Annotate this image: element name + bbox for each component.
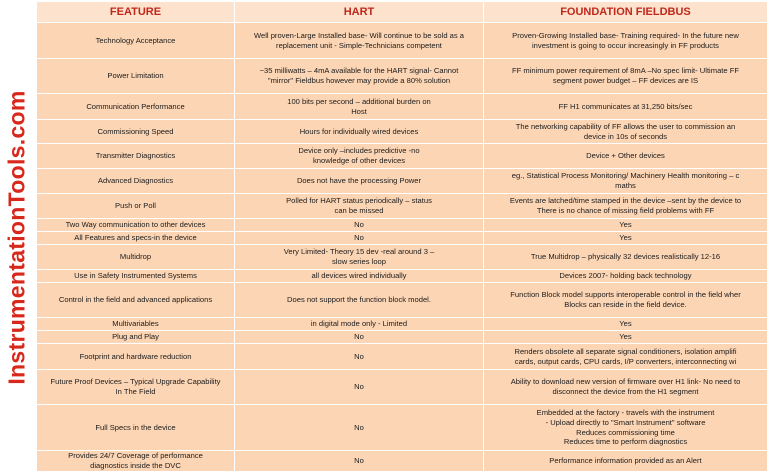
feature-cell (37, 144, 235, 169)
table-row (37, 370, 768, 405)
feature-cell (37, 219, 235, 232)
ff-cell (484, 270, 768, 283)
hart-cell-line: Does not have the processing Power (296, 176, 422, 186)
hart-cell-line: in digital mode only - Limited (310, 319, 408, 329)
hart-cell (235, 94, 484, 120)
ff-cell (484, 318, 768, 331)
hart-cell (235, 144, 484, 169)
ff-cell (484, 194, 768, 219)
hart-cell-line: "mirror" Fieldbus however may provide a 80% solution (267, 76, 451, 85)
table-row (37, 23, 768, 59)
watermark-vertical (0, 0, 34, 474)
table-row (37, 283, 768, 318)
ff-cell-line: Reduces time to perform diagnostics (563, 437, 688, 447)
table-row (37, 194, 768, 219)
hart-cell-line: No (354, 332, 364, 342)
feature-cell (37, 370, 235, 405)
feature-cell (37, 232, 235, 245)
ff-cell-line: Events are latched/time stamped in the device –sent by the device to (509, 196, 742, 206)
table-row (37, 245, 768, 270)
hart-cell (235, 370, 484, 405)
feature-cell (37, 120, 235, 144)
feature-cell-line: Technology Acceptance (95, 35, 176, 45)
hart-cell-line: No (354, 233, 364, 243)
table-row (37, 270, 768, 283)
feature-cell-line: Advanced Diagnostics (97, 176, 174, 186)
feature-cell-line: Footprint and hardware reduction (79, 351, 192, 361)
ff-cell-line: Performance information provided as an Alert (549, 456, 702, 466)
ff-cell (484, 331, 768, 344)
ff-cell (484, 370, 768, 405)
feature-cell (37, 169, 235, 194)
feature-cell-line: Power Limitation (107, 71, 164, 81)
feature-cell-line: Communication Performance (86, 101, 185, 111)
ff-cell (484, 219, 768, 232)
ff-cell-line: Yes (619, 220, 632, 230)
hart-cell-line: No (354, 456, 364, 466)
table-row (37, 331, 768, 344)
header-row (37, 2, 768, 23)
ff-cell-line: Reduces commissioning time (576, 427, 675, 437)
ff-cell-line: investment is going to occur increasingly in FF products (532, 40, 719, 50)
feature-cell (37, 344, 235, 370)
feature-cell-line: Plug and Play (112, 332, 159, 342)
hart-cell (235, 405, 484, 451)
table-row (37, 219, 768, 232)
hart-cell-line: Device only –includes predictive -no (298, 146, 420, 156)
ff-cell-line: maths (615, 181, 636, 190)
hart-cell (235, 451, 484, 472)
table-row (37, 451, 768, 472)
hart-cell-line: Does not support the function block model. (287, 295, 431, 305)
header-ff: FOUNDATION FIELDBUS (484, 2, 768, 23)
ff-cell-line: eg., Statistical Process Monitoring/ Machinery Health monitoring – c (511, 171, 740, 181)
ff-cell-line: True Multidrop – physically 32 devices realistically 12-16 (530, 252, 721, 262)
feature-cell-line: In The Field (115, 387, 156, 396)
ff-cell-line: Embedded at the factory - travels with the instrument (536, 408, 715, 418)
feature-cell-line: Commissioning Speed (97, 126, 174, 136)
ff-cell (484, 144, 768, 169)
table-row (37, 144, 768, 169)
feature-cell-line: Multivariables (112, 319, 159, 329)
ff-cell (484, 283, 768, 318)
hart-cell (235, 169, 484, 194)
hart-cell-line: replacement unit - Simple-Technicians competent (276, 40, 442, 50)
ff-cell-line: Yes (619, 319, 632, 329)
feature-cell (37, 245, 235, 270)
feature-cell (37, 331, 235, 344)
ff-cell-line: FF H1 communicates at 31,250 bits/sec (558, 101, 693, 111)
hart-cell-line: all devices wired individually (311, 271, 407, 281)
ff-cell-line: - Upload directly to "Smart Instrument" software (545, 417, 706, 427)
hart-cell (235, 219, 484, 232)
hart-cell (235, 283, 484, 318)
feature-cell-line: diagnostics inside the DVC (90, 461, 181, 470)
table-row (37, 169, 768, 194)
feature-cell (37, 23, 235, 59)
feature-cell (37, 94, 235, 120)
hart-cell (235, 59, 484, 94)
hart-cell (235, 270, 484, 283)
ff-cell (484, 120, 768, 144)
feature-cell (37, 451, 235, 472)
hart-cell (235, 23, 484, 59)
ff-cell (484, 405, 768, 451)
ff-cell (484, 232, 768, 245)
hart-cell-line: No (354, 382, 364, 392)
ff-cell (484, 344, 768, 370)
feature-cell-line: Transmitter Diagnostics (95, 151, 176, 161)
ff-cell (484, 451, 768, 472)
ff-cell (484, 94, 768, 120)
hart-cell (235, 120, 484, 144)
comparison-table (36, 1, 768, 472)
feature-cell (37, 270, 235, 283)
ff-cell-line: Ability to download new version of firmware over H1 link- No need to (510, 377, 741, 387)
ff-cell-line: Device + Other devices (586, 151, 665, 161)
table-row (37, 94, 768, 120)
hart-cell (235, 331, 484, 344)
table-row (37, 405, 768, 451)
feature-cell (37, 405, 235, 451)
hart-cell (235, 245, 484, 270)
ff-cell (484, 59, 768, 94)
feature-cell (37, 283, 235, 318)
hart-cell-line: Host (351, 106, 367, 116)
ff-cell-line: disconnect the device from the H1 segment (552, 387, 699, 396)
ff-cell-line: FF minimum power requirement of 8mA –No spec limit- Ultimate FF (511, 66, 740, 76)
feature-cell-line: Provides 24/7 Coverage of performance (68, 451, 203, 461)
ff-cell (484, 245, 768, 270)
table-row (37, 59, 768, 94)
feature-cell-line: Multidrop (119, 252, 152, 262)
header-hart: HART (235, 2, 484, 23)
ff-cell-line: segment power budget – FF devices are IS (552, 76, 699, 85)
hart-cell-line: knowledge of other devices (312, 156, 406, 165)
table-body (37, 23, 768, 472)
feature-cell-line: All Features and specs-in the device (74, 233, 197, 243)
table-row (37, 344, 768, 370)
hart-cell-line: No (354, 422, 364, 432)
table-row (37, 318, 768, 331)
feature-cell-line: Full Specs in the device (95, 422, 176, 432)
table-row (37, 120, 768, 144)
hart-cell (235, 232, 484, 245)
ff-cell-line: There is no chance of missing field problems with FF (536, 206, 715, 215)
table-row (37, 232, 768, 245)
hart-cell-line: 100 bits per second – additional burden on (287, 96, 431, 106)
hart-cell-line: No (354, 351, 364, 361)
table-header (37, 2, 768, 23)
hart-cell-line: ~35 milliwatts – 4mA available for the HART signal- Cannot (259, 66, 459, 76)
ff-cell (484, 169, 768, 194)
feature-cell-line: Control in the field and advanced applications (58, 295, 213, 305)
feature-cell-line: Use in Safety Instrumented Systems (74, 271, 197, 281)
hart-cell (235, 344, 484, 370)
feature-cell-line: Two Way communication to other devices (65, 220, 206, 230)
feature-cell-line: Push or Poll (115, 201, 156, 211)
ff-cell-line: Yes (619, 233, 632, 243)
header-feature: FEATURE (37, 2, 235, 23)
ff-cell (484, 23, 768, 59)
hart-cell-line: Hours for individually wired devices (299, 126, 419, 136)
ff-cell-line: Yes (619, 332, 632, 342)
ff-cell-line: Proven-Growing Installed base- Training required- In the future new (512, 30, 739, 40)
hart-cell (235, 194, 484, 219)
ff-cell-line: device in 10s of seconds (583, 131, 668, 141)
ff-cell-line: Function Block model supports interoperable control in the field wher (510, 290, 741, 300)
hart-cell-line: slow series loop (331, 257, 387, 266)
watermark-text: InstrumentationTools.com (3, 89, 30, 385)
feature-cell (37, 59, 235, 94)
ff-cell-line: cards, output cards, CPU cards, I/P converters, interconnecting wi (514, 356, 737, 366)
hart-cell-line: can be missed (334, 206, 384, 215)
ff-cell-line: Blocks can reside in the field device. (564, 300, 687, 309)
hart-cell-line: Well proven-Large Installed base- Will continue to be sold as a (253, 30, 465, 40)
ff-cell-line: Renders obsolete all separate signal conditioners, isolation amplifi (514, 346, 737, 356)
ff-cell-line: Devices 2007- holding back technology (559, 271, 692, 281)
feature-cell-line: Future Proof Devices – Typical Upgrade Capability (50, 377, 221, 387)
feature-cell (37, 194, 235, 219)
hart-cell-line: No (354, 220, 364, 230)
hart-cell-line: Very Limited- Theory 15 dev -real around 3 – (283, 247, 435, 257)
hart-cell (235, 318, 484, 331)
feature-cell (37, 318, 235, 331)
ff-cell-line: The networking capability of FF allows the user to commission an (515, 121, 736, 131)
hart-cell-line: Polled for HART status periodically – status (286, 196, 432, 206)
